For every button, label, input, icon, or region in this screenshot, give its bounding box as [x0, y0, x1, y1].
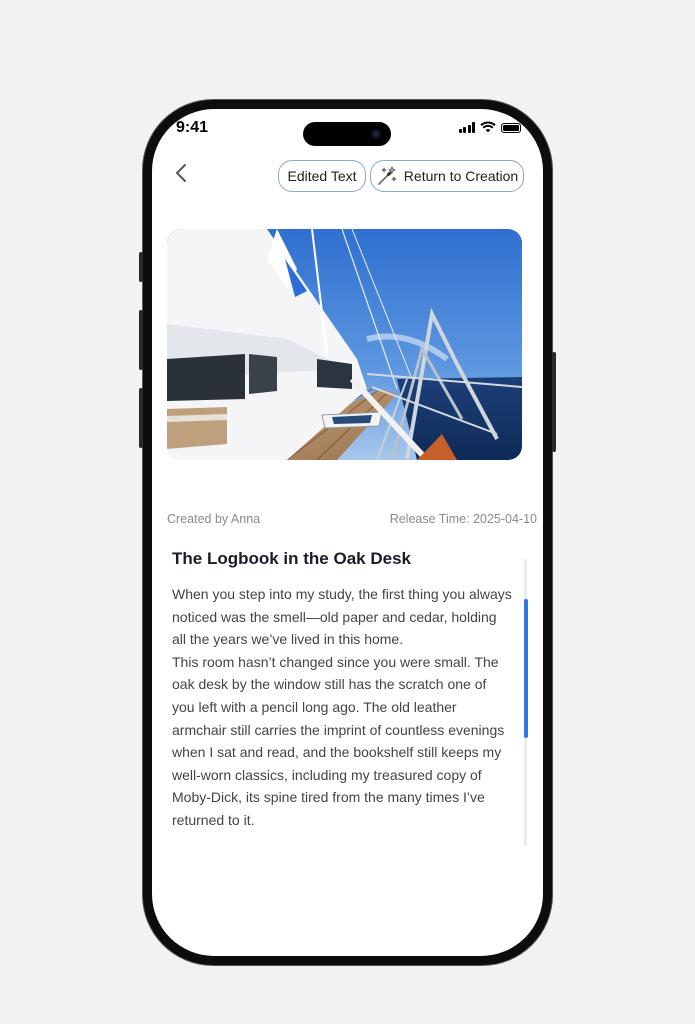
release-time-label: Release Time: 2025-04-10 — [389, 512, 537, 526]
return-to-creation-label: Return to Creation — [403, 168, 519, 184]
story-body — [172, 583, 512, 832]
phone-frame — [143, 100, 552, 965]
signal-icon — [459, 122, 476, 133]
volume-up-button — [139, 310, 143, 370]
story-paragraph: When you step into my study, the first thing you always noticed was the smell—old paper and cedar, holding all the years we’ve lived in this home. — [172, 586, 512, 648]
yacht-deck-photo — [167, 229, 522, 460]
volume-down-button — [139, 388, 143, 448]
status-icons — [459, 121, 522, 133]
story-paragraph: This room hasn’t changed since you were small. The oak desk by the window still has the scratch one of you left with a pencil long ago. The old leather armchair still carries the imprint of countless evenings when I sat and read, and the bookshelf still keeps my well-worn classics, including my treasured copy of Moby-Dick, its spine tired from the many times I’ve returned to it. — [172, 653, 505, 828]
action-button — [139, 252, 143, 282]
wifi-icon — [480, 121, 496, 133]
app-screen — [152, 109, 543, 956]
camera-icon — [371, 129, 381, 139]
battery-icon — [501, 123, 521, 133]
return-to-creation-button[interactable] — [370, 160, 524, 192]
story-content — [172, 549, 512, 832]
status-time: 9:41 — [176, 119, 209, 136]
story-title: The Logbook in the Oak Desk — [172, 549, 411, 568]
power-button — [552, 352, 556, 452]
magic-wand-icon — [376, 165, 398, 187]
creator-label: Created by Anna — [167, 512, 261, 526]
edited-text-button[interactable] — [278, 160, 366, 192]
back-chevron-icon[interactable] — [170, 161, 194, 185]
dynamic-island — [303, 122, 391, 146]
edited-text-label: Edited Text — [287, 168, 357, 184]
scrollbar-thumb[interactable] — [524, 599, 528, 738]
